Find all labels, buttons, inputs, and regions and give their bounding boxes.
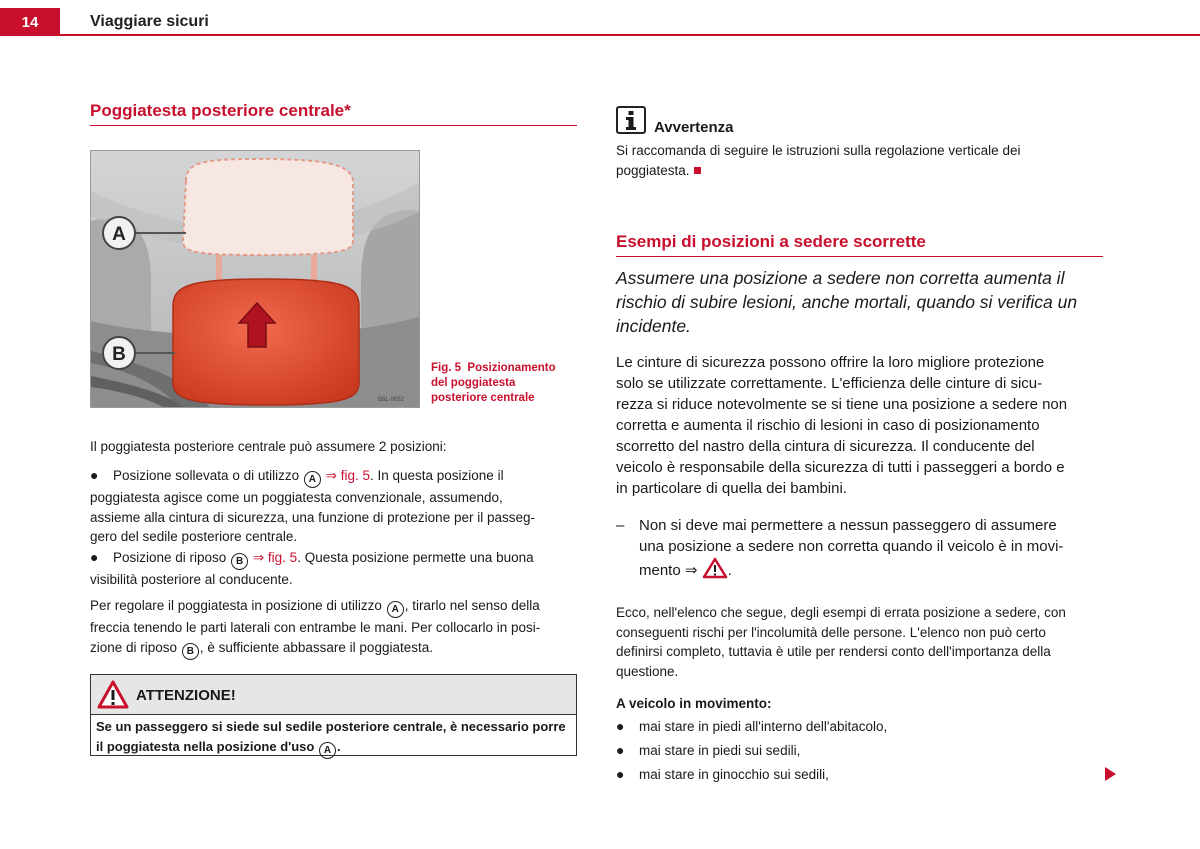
attention-header	[91, 675, 576, 715]
bullet1-line3: assieme alla cintura di sicurezza, una funzione di protezione per il passeg-	[90, 509, 535, 525]
page-number: 14	[0, 8, 60, 36]
badge-b: B	[231, 553, 248, 570]
dash-line3: mento ⇒	[639, 562, 698, 579]
intro-text: Il poggiatesta posteriore centrale può assumere 2 posizioni:	[90, 439, 447, 454]
examples-paragraph	[616, 603, 1106, 681]
lead-line: Assumere una posizione a sedere non corretta aumenta il	[616, 268, 1065, 288]
dash-item	[616, 515, 1106, 581]
adjust-paragraph	[90, 596, 577, 660]
body-line: veicolo è responsabile della sicurezza di tutti i passeggeri a bordo e	[616, 459, 1065, 476]
list-item	[616, 717, 1106, 737]
bullet1-line4: gero del sedile posteriore centrale.	[90, 529, 298, 544]
para-l3-pre: zione di riposo	[90, 639, 178, 655]
body-line: corretta e aumenta il rischio di lesioni in caso di posizionamento	[616, 417, 1040, 434]
warning-triangle-icon	[97, 680, 129, 709]
badge-a: A	[304, 471, 321, 488]
fig-ref-link[interactable]: ⇒ fig. 5	[325, 468, 370, 483]
note-line1: Si raccomanda di seguire le istruzioni sulla regolazione verticale dei	[616, 143, 1021, 158]
fig-ref-link[interactable]: ⇒ fig. 5	[252, 550, 298, 565]
bullet-dot: ●	[90, 549, 99, 565]
subhead: A veicolo in movimento:	[616, 696, 772, 711]
para-l2: freccia tenendo le parti laterali con entrambe le mani. Per collocarlo in posi-	[90, 620, 541, 635]
note-title: Avvertenza	[654, 119, 734, 136]
body-line: solo se utilizzate correttamente. L'efficienza delle cinture di sicu-	[616, 375, 1043, 392]
lead-line: incidente.	[616, 316, 691, 336]
header-rule	[60, 34, 1200, 36]
attention-title: ATTENZIONE!	[136, 687, 236, 704]
bullet1-post: . In questa posizione il	[369, 468, 504, 483]
bullet-dot: ●	[90, 467, 99, 483]
dash-line1: Non si deve mai permettere a nessun passeggero di assumere	[639, 517, 1057, 534]
bullet-dot: ●	[616, 766, 625, 782]
list-item	[90, 548, 577, 590]
page-header	[0, 0, 1200, 36]
body-line: in particolare di quella dei bambini.	[616, 480, 847, 497]
dash-period: .	[727, 562, 732, 579]
attention-box	[90, 674, 577, 756]
figure-code: B6L-0052	[377, 397, 405, 403]
figure-label-a: A	[112, 224, 126, 245]
attention-period: .	[336, 738, 341, 754]
lead-text	[616, 266, 1106, 338]
warning-triangle-icon[interactable]	[702, 557, 728, 579]
section-title-headrest: Poggiatesta posteriore centrale*	[90, 101, 577, 126]
note-text	[616, 141, 1106, 180]
header-title: Viaggiare sicuri	[90, 13, 209, 30]
para2-line: definirsi completo, tuttavia è utile per rendersi conto dell'importanza della	[616, 644, 1051, 659]
note-line2: poggiatesta.	[616, 162, 690, 178]
bullet-dot: ●	[616, 718, 625, 734]
dash-marker: –	[616, 517, 625, 534]
list-item-text: mai stare in ginocchio sui sedili,	[639, 767, 829, 782]
list-item	[616, 741, 1106, 761]
section-title-positions: Esempi di posizioni a sedere scorrette	[616, 232, 1103, 257]
info-icon	[616, 106, 646, 134]
para2-line: Ecco, nell'elenco che segue, degli esempi di errata posizione a sedere, con	[616, 605, 1066, 620]
badge-a: A	[387, 601, 404, 618]
next-page-icon[interactable]	[1105, 767, 1116, 781]
list-item	[616, 765, 1106, 785]
para-l3-post: , è sufficiente abbassare il poggiatesta.	[199, 639, 433, 655]
para2-line: questione.	[616, 663, 679, 679]
bullet1-line2: poggiatesta agisce come un poggiatesta convenzionale, assumendo,	[90, 490, 503, 505]
bullet2-post: . Questa posizione permette una buona	[297, 550, 534, 565]
attention-line2: il poggiatesta nella posizione d'uso	[96, 738, 315, 754]
para-l1-post: , tirarlo nel senso della	[404, 598, 540, 613]
bullet-dot: ●	[616, 742, 625, 758]
attention-text	[96, 717, 574, 759]
list-item	[90, 466, 577, 547]
bullet2-text: Posizione di riposo	[113, 550, 227, 565]
end-marker-icon	[694, 167, 701, 174]
body-paragraph	[616, 352, 1106, 499]
figure-caption	[431, 361, 571, 406]
dash-line2: una posizione a sedere non corretta quando il veicolo è in movi-	[639, 538, 1064, 555]
bullet1-text: Posizione sollevata o di utilizzo	[113, 468, 300, 483]
badge-a: A	[319, 742, 336, 759]
attention-line1: Se un passeggero si siede sul sedile posteriore centrale, è necessario porre	[96, 719, 566, 734]
list-item-text: mai stare in piedi sui sedili,	[639, 743, 801, 758]
figure-caption-text: Posizionamento del poggiatesta posteriore centrale	[431, 362, 556, 404]
para2-line: conseguenti rischi per l'incolumità delle persone. L'elenco non può certo	[616, 624, 1046, 640]
body-line: Le cinture di sicurezza possono offrire la loro migliore protezione	[616, 354, 1045, 371]
list-item-text: mai stare in piedi all'interno dell'abitacolo,	[639, 719, 888, 734]
bullet2-line2: visibilità posteriore al conducente.	[90, 572, 293, 587]
body-line: scorretto del nastro della cintura di sicurezza. Il conducente del	[616, 438, 1035, 455]
headrest-illustration	[91, 151, 420, 408]
headrest-figure	[90, 150, 420, 408]
para-l1-pre: Per regolare il poggiatesta in posizione di utilizzo	[90, 598, 382, 613]
lead-line: rischio di subire lesioni, anche mortali, quando si verifica un	[616, 292, 1078, 312]
badge-b: B	[182, 643, 199, 660]
body-line: rezza si riduce notevolmente se si tiene una posizione a sedere non	[616, 396, 1068, 413]
figure-label-b: B	[112, 344, 126, 365]
figure-caption-number: Fig. 5	[431, 362, 462, 374]
